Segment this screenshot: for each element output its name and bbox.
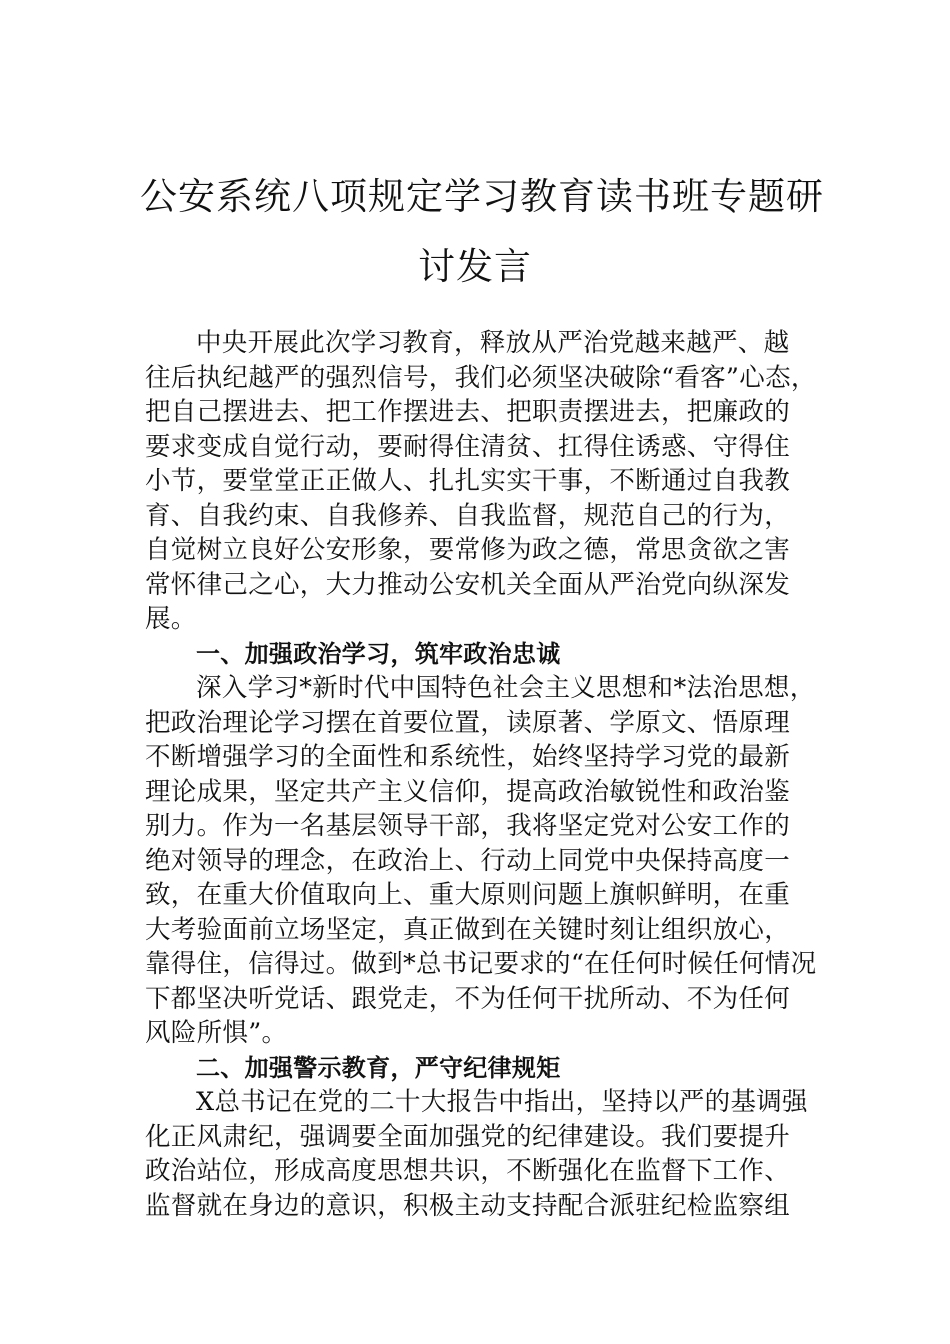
body-text-line: 育、自我约束、自我修养、自我监督，规范自己的行为， <box>145 500 791 531</box>
body-text-line: 致，在重大价值取向上、重大原则问题上旗帜鲜明，在重 <box>145 880 791 910</box>
body-text-line: 绝对领导的理念，在政治上、行动上同党中央保持高度一 <box>145 845 791 876</box>
section-heading: 一、加强政治学习，筑牢政治忠诚 <box>196 639 561 668</box>
body-text-line: 要求变成自觉行动，要耐得住清贫、扛得住诱惑、守得住 <box>145 431 791 462</box>
body-text-line: 理论成果，坚定共产主义信仰，提高政治敏锐性和政治鉴 <box>145 776 791 807</box>
body-text-line: 自觉树立良好公安形象，要常修为政之德，常思贪欲之害 <box>145 535 791 565</box>
body-text-line: 监督就在身边的意识，积极主动支持配合派驻纪检监察组 <box>145 1190 791 1221</box>
body-text-line: 往后执纪越严的强烈信号，我们必须坚决破除“看客”心态， <box>145 362 817 393</box>
section-heading: 二、加强警示教育，严守纪律规矩 <box>196 1053 561 1082</box>
document-body <box>145 326 825 1223</box>
body-text-line: 常怀律己之心，大力推动公安机关全面从严治党向纵深发 <box>145 569 791 600</box>
document-title-line-2: 讨发言 <box>418 245 532 288</box>
body-text-line: 化正风肃纪，强调要全面加强党的纪律建设。我们要提升 <box>145 1121 791 1152</box>
body-text-line: 别力。作为一名基层领导干部，我将坚定党对公安工作的 <box>145 811 791 841</box>
body-text-line: 靠得住，信得过。做到*总书记要求的“在任何时候任何情况 <box>145 949 817 979</box>
body-text-line: 深入学习*新时代中国特色社会主义思想和*法治思想， <box>196 673 816 703</box>
document-title-line-1: 公安系统八项规定学习教育读书班专题研 <box>140 175 824 218</box>
body-text-line: 小节，要堂堂正正做人、扎扎实实干事，不断通过自我教 <box>145 466 791 496</box>
body-text-line: 下都坚决听党话、跟党走，不为任何干扰所动、不为任何 <box>145 983 791 1014</box>
body-text-line: 大考验面前立场坚定，真正做到在关键时刻让组织放心， <box>145 914 791 945</box>
body-text-line: 展。 <box>145 604 197 634</box>
body-text-line: 政治站位，形成高度思想共识，不断强化在监督下工作、 <box>145 1156 791 1186</box>
body-text-line: X总书记在党的二十大报告中指出，坚持以严的基调强 <box>196 1087 808 1117</box>
body-text-line: 不断增强学习的全面性和系统性，始终坚持学习党的最新 <box>145 742 791 772</box>
body-text-line: 中央开展此次学习教育，释放从严治党越来越严、越 <box>196 328 790 358</box>
body-text-line: 把政治理论学习摆在首要位置，读原著、学原文、悟原理 <box>145 707 791 738</box>
body-text-line: 风险所惧”。 <box>145 1018 288 1048</box>
body-text-line: 把自己摆进去、把工作摆进去、把职责摆进去，把廉政的 <box>145 397 791 427</box>
